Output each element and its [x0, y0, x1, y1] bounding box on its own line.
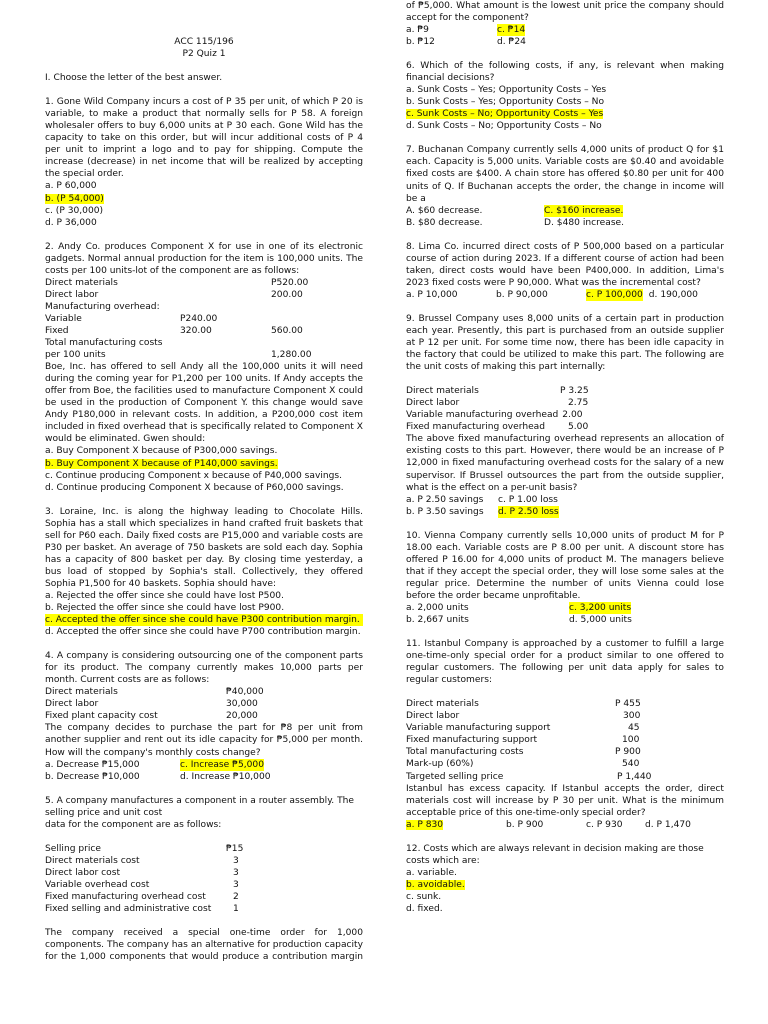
q11-row-label: Direct materials	[406, 699, 479, 710]
q4-body: The company decides to purchase the part for ₱8 per unit from another supplier and rent out its idle capacity for ₱5,000 per month. How will the company's monthly costs change?	[45, 723, 363, 758]
q11-row-value: 45	[628, 723, 640, 734]
q11-row	[406, 746, 724, 758]
q5-row-label: Selling price	[45, 843, 102, 854]
q3-choice-a: a. Rejected the offer since she could have lost P500.	[45, 590, 284, 601]
left-column	[45, 36, 363, 963]
q11-row-value: P 900	[615, 747, 641, 758]
q11-row	[406, 710, 724, 722]
q4-row-dm	[45, 686, 363, 698]
q9-choices-row1	[406, 494, 724, 506]
q11-body: Istanbul has excess capacity. If Istanbul accepts the order, direct materials cost will increase by P 30 per unit. What is the minimum acceptable price of this one-time-only special order?	[406, 783, 724, 818]
q4-choice-c-answer: c. Increase ₱5,000	[180, 759, 264, 770]
q5-row-value: 3	[233, 855, 239, 866]
q9-fmo-value: 5.00	[568, 422, 589, 433]
q9-row-vmo	[406, 409, 724, 421]
q2-row-dl	[45, 289, 363, 301]
q9-fmo-label: Fixed manufacturing overhead	[406, 422, 546, 433]
q5-row-value: 3	[233, 867, 239, 878]
q4-choice-a: a. Decrease ₱15,000	[45, 759, 140, 770]
q2-choice-a: a. Buy Component X because of P300,000 savings.	[45, 446, 278, 457]
q5-choice-d: d. ₱24	[497, 37, 526, 48]
q5-body-continued: of ₱5,000. What amount is the lowest unit price the company should accept for the component?	[406, 1, 724, 24]
q5-row-value: 3	[233, 879, 239, 890]
q8-choice-a: a. P 10,000	[406, 289, 458, 300]
q9-dm-value: P 3.25	[560, 386, 589, 397]
q4-dl-label: Direct labor	[45, 699, 99, 710]
q4-dm-value: ₱40,000	[226, 687, 264, 698]
q2-choice-c: c. Continue producing Component x because of P40,000 savings.	[45, 470, 343, 481]
q9-choice-d-answer: d. P 2.50 loss	[498, 506, 559, 517]
q11-row-value: 540	[622, 759, 640, 770]
q2-dm-label: Direct materials	[45, 277, 118, 288]
q2-body: Boe, Inc. has offered to sell Andy all the 100,000 units it will need during the coming year for P1,200 per 100 units. If Andy accepts the offer from Boe, the facilities used to manufacture Component X could be used in the production of Component Y. this change would save Andy P180,000 in relevant costs. In addition, a P200,000 cost item included in fixed overhead that is specifically related to Component X would be eliminated. Gwen should:	[45, 362, 363, 445]
q11-row	[406, 722, 724, 734]
q6-choice-b: b. Sunk Costs – Yes; Opportunity Costs – No	[406, 97, 605, 108]
q5-row	[45, 867, 363, 879]
q6-choice-c-answer: c. Sunk Costs – No; Opportunity Costs – Yes	[406, 109, 604, 120]
q2-var-value: P240.00	[180, 313, 218, 324]
q9-dl-value: 2.75	[568, 398, 589, 409]
q5-row-label: Fixed selling and administrative cost	[45, 904, 212, 915]
q7-choice-a: A. $60 decrease.	[406, 205, 483, 216]
q4-row-dl	[45, 698, 363, 710]
q5-body-part1: The company received a special one-time order for 1,000 components. The company has an alternative for production capacity for the 1,000 components that would produce a contribution margin	[45, 928, 363, 963]
q11-row-label: Fixed manufacturing support	[406, 735, 538, 746]
q1-choice-b-answer: b. (P 54,000)	[45, 193, 104, 204]
q2-moh-label: Manufacturing overhead:	[45, 301, 160, 312]
q5-row-value: ₱15	[226, 843, 244, 854]
q5-choice-b: b. ₱12	[406, 37, 435, 48]
q11-row-label: Direct labor	[406, 711, 460, 722]
q1-text: 1. Gone Wild Company incurs a cost of P 35 per unit, of which P 20 is variable, to make a product that normally sells for P 58. A foreign wholesaler offers to buy 6,000 units at P 30 each. Gone Wild has the capacity to take on this order, but will incur additional costs of P 4 per unit to imprint a logo and to pay for shipping. Compute the increase (decrease) in net income that will be realized by accepting the special order.	[45, 97, 363, 180]
q10-choices-row2	[406, 614, 724, 626]
q4-row-fpc	[45, 710, 363, 722]
q12-choice-c: c. sunk.	[406, 891, 442, 902]
q5-intro-2: data for the component are as follows:	[45, 819, 222, 830]
q4-choice-b: b. Decrease ₱10,000	[45, 771, 140, 782]
q9-choices-row2	[406, 506, 724, 518]
q10-choice-c-answer: c. 3,200 units	[569, 602, 632, 613]
q11-row-value: P 455	[615, 699, 641, 710]
q11-row-label: Mark-up (60%)	[406, 759, 474, 770]
q5-row	[45, 903, 363, 915]
q2-tmc-label: Total manufacturing costs	[45, 338, 163, 349]
q2-dl-value: 200.00	[271, 289, 303, 300]
q12-choice-d: d. fixed.	[406, 904, 443, 914]
q2-row-var	[45, 313, 363, 325]
q11-row	[406, 734, 724, 746]
q5-row	[45, 843, 363, 855]
q4-dm-label: Direct materials	[45, 687, 118, 698]
q11-row	[406, 698, 724, 710]
q11-row	[406, 758, 724, 770]
q11-row-label: Targeted selling price	[406, 771, 504, 782]
q2-moh-total: 560.00	[271, 325, 303, 336]
q9-dm-label: Direct materials	[406, 386, 479, 397]
q11-choice-b: b. P 900	[506, 819, 544, 830]
q11-row-value: 100	[622, 735, 640, 746]
q2-per-label: per 100 units	[45, 350, 106, 361]
q8-choices	[406, 289, 724, 301]
q10-choice-a: a. 2,000 units	[406, 602, 469, 613]
q9-text: 9. Brussel Company uses 8,000 units of a certain part in production each year. Presently, this part is purchased from an outside supplier at P 12 per unit. For some time now, there has been idle capacity in the factory that could be utilized to make this part. The following are the unit costs of making this part internally:	[406, 313, 724, 373]
q4-choice-d: d. Increase ₱10,000	[180, 771, 271, 782]
q2-row-fix	[45, 325, 363, 337]
q2-choice-b-answer: b. Buy Component X because of P140,000 savings.	[45, 458, 278, 469]
q8-choice-c-answer: c. P 100,000	[586, 289, 643, 300]
q5-body-part2-clip	[406, 0, 724, 24]
course-code: ACC 115/196	[174, 37, 234, 47]
q9-vmo-value: 2.00	[562, 410, 583, 421]
q11-row-value: P 1,440	[617, 771, 652, 782]
q8-text: 8. Lima Co. incurred direct costs of P 500,000 based on a particular course of action during 2023. If a different course of action had been taken, direct costs would have been P400,000. In addition, Lima's 2023 fixed costs were P 90,000. What was the incremental cost?	[406, 241, 724, 288]
q3-text: 3. Loraine, Inc. is along the highway leading to Chocolate Hills. Sophia has a stall which specializes in hand crafted fruit baskets that sell for P60 each. Daily fixed costs are P15,000 and variable costs are P30 per basket. An average of 750 baskets are sold each day. Sophia has a capacity of 800 basket per day. By closing time yesterday, a bus load of stopped by Sophia's stall. Collectively, they offered Sophia P1,500 for 40 baskets. Sophia should have:	[45, 506, 363, 589]
q5-row-value: 1	[233, 904, 239, 915]
q2-fix-label: Fixed	[45, 325, 69, 336]
q3-choice-d: d. Accepted the offer since she could have P700 contribution margin.	[45, 627, 361, 638]
q2-var-label: Variable	[45, 313, 82, 324]
q2-dm-value: P520.00	[271, 277, 309, 288]
q5-choice-c-answer: c. ₱14	[497, 25, 526, 35]
q2-dl-label: Direct labor	[45, 289, 99, 300]
q4-fpc-label: Fixed plant capacity cost	[45, 711, 158, 722]
q9-row-fmo	[406, 421, 724, 433]
q10-choice-b: b. 2,667 units	[406, 615, 469, 626]
quiz-title: P2 Quiz 1	[182, 49, 226, 60]
q9-vmo-label: Variable manufacturing overhead	[406, 410, 559, 421]
q2-row-dm	[45, 277, 363, 289]
q7-choice-b: B. $80 decrease.	[406, 217, 483, 228]
q11-row-label: Variable manufacturing support	[406, 723, 551, 734]
q10-text: 10. Vienna Company currently sells 10,000 units of product M for P 18.00 each. Variable costs are P 8.00 per unit. A discount store has offered P 16.00 for 4,000 units of product M. The managers believe that if they accept the special order, they will lose some sales at the regular price. Determine the number of units Vienna could lose before the order became unprofitable.	[406, 530, 724, 601]
q11-choice-a-answer: a. P 830	[406, 819, 444, 830]
q4-dl-value: 30,000	[226, 699, 258, 710]
q7-text: 7. Buchanan Company currently sells 4,000 units of product Q for $1 each. Capacity is 5,000 units. Variable costs are $0.40 and avoidable fixed costs are $400. A chain store has offered $0.80 per unit for 400 units of Q. If Buchanan accepts the order, the change in income will be a	[406, 145, 724, 204]
q10-choices-row1	[406, 602, 724, 614]
q9-body: The above fixed manufacturing overhead represents an allocation of existing costs to this part. However, there would be an increase of P 12,000 in fixed manufacturing overhead costs for the salary of a new supervisor. If Brussel outsources the part from the outside supplier, what is the effect on a per-unit basis?	[406, 434, 724, 493]
q1-choice-d: d. P 36,000	[45, 217, 97, 228]
q5-intro-1: 5. A company manufactures a component in a router assembly. The selling price and unit cost	[45, 795, 354, 818]
q11-choice-d: d. P 1,470	[645, 819, 691, 830]
q12-text: 12. Costs which are always relevant in decision making are those costs which are:	[406, 843, 704, 866]
q5-row-label: Direct materials cost	[45, 855, 140, 866]
q2-intro: 2. Andy Co. produces Component X for use in one of its electronic gadgets. Normal annual production for the item is 100,000 units. The costs per 100 units-lot of the component are as follows:	[45, 241, 363, 276]
q3-choice-b: b. Rejected the offer since she could have lost P900.	[45, 603, 285, 614]
q4-choices-row2	[45, 771, 363, 783]
q9-choice-c: c. P 1.00 loss	[498, 494, 558, 505]
q9-row-dl	[406, 397, 724, 409]
q11-row	[406, 771, 724, 783]
q9-choice-a: a. P 2.50 savings	[406, 494, 484, 505]
q9-dl-label: Direct labor	[406, 398, 460, 409]
q11-choice-c: c. P 930	[586, 819, 623, 830]
q4-fpc-value: 20,000	[226, 711, 258, 722]
q7-choice-d: D. $480 increase.	[544, 217, 625, 228]
q4-intro: 4. A company is considering outsourcing one of the component parts for its product. The company currently makes 10,000 parts per month. Current costs are as follows:	[45, 651, 363, 686]
q11-row-value: 300	[623, 711, 641, 722]
q9-row-dm	[406, 385, 724, 397]
q11-choices	[406, 819, 724, 831]
q10-choice-d: d. 5,000 units	[569, 615, 632, 626]
q5-row	[45, 891, 363, 903]
q12-choice-b-answer: b. avoidable.	[406, 879, 465, 890]
q2-row-per	[45, 349, 363, 361]
q5-row-label: Direct labor cost	[45, 867, 121, 878]
q5-choice-a: a. ₱9	[406, 25, 429, 35]
q6-text: 6. Which of the following costs, if any, is relevant when making financial decisions?	[406, 61, 724, 84]
q9-choice-b: b. P 3.50 savings	[406, 506, 484, 517]
q7-choices-row1	[406, 205, 724, 217]
q11-row-label: Total manufacturing costs	[406, 747, 524, 758]
q2-choice-d: d. Continue producing Component X because of P60,000 savings.	[45, 482, 344, 493]
q5-choices-row1	[406, 24, 724, 36]
q4-choices-row1	[45, 759, 363, 771]
q5-row-label: Fixed manufacturing overhead cost	[45, 892, 206, 902]
q6-choice-a: a. Sunk Costs – Yes; Opportunity Costs – Yes	[406, 85, 607, 96]
q5-row-value: 2	[233, 892, 239, 902]
q8-choice-b: b. P 90,000	[496, 289, 548, 300]
q11-intro: 11. Istanbul Company is approached by a customer to fulfill a large one-time-only special order for a product similar to one offered to regular customers. The following per unit data apply for sales to regular customers:	[406, 639, 724, 686]
q1-choice-c: c. (P 30,000)	[45, 205, 104, 216]
q5-row	[45, 879, 363, 891]
q5-choices-row2	[406, 36, 724, 48]
q12-choice-a: a. variable.	[406, 867, 457, 878]
q7-choice-c-answer: C. $160 increase.	[544, 205, 624, 216]
q6-choice-d: d. Sunk Costs – No; Opportunity Costs – No	[406, 121, 602, 132]
q5-row	[45, 855, 363, 867]
q3-choice-c-answer: c. Accepted the offer since she could have P300 contribution margin.	[45, 614, 363, 626]
right-column	[406, 1, 724, 915]
q5-row-label: Variable overhead cost	[45, 879, 150, 890]
q8-choice-d: d. 190,000	[648, 289, 698, 300]
q1-choice-a: a. P 60,000	[45, 181, 97, 192]
instruction: I. Choose the letter of the best answer.	[45, 73, 223, 84]
q2-per-value: 1,280.00	[271, 350, 312, 361]
q7-choices-row2	[406, 217, 724, 229]
q2-fix-value: 320.00	[180, 325, 212, 336]
